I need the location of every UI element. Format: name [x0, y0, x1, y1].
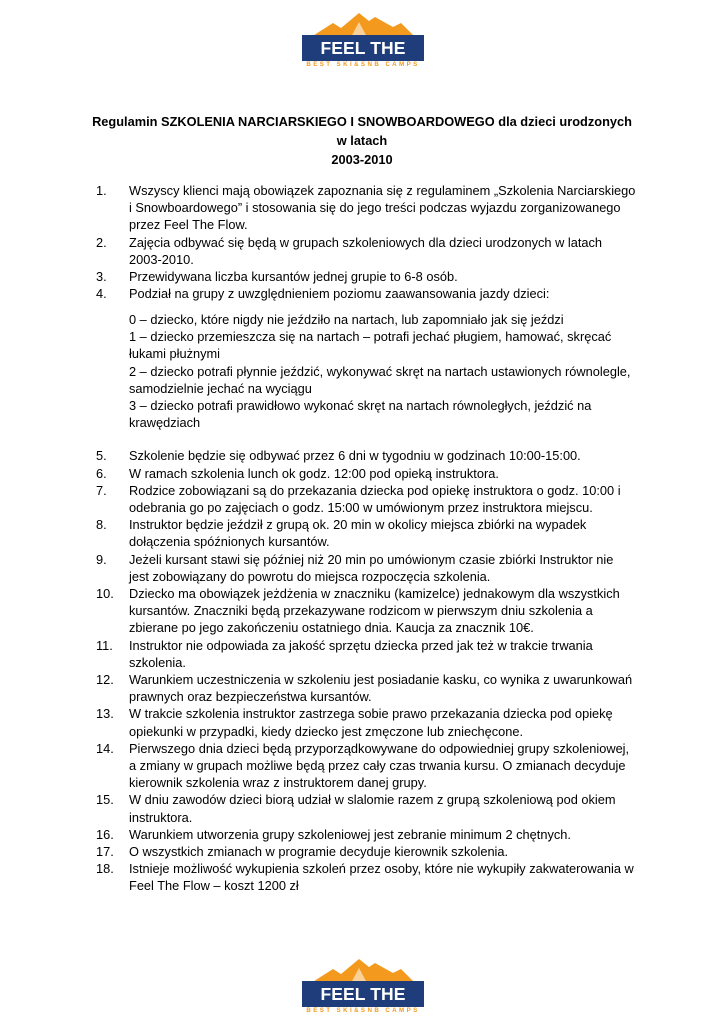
rule-number: 4.	[96, 286, 107, 302]
rule-text: Rodzice zobowiązani są do przekazania dziecka pod opiekę instruktora o godz. 10:00 i odebrania go po zajęciach o godz. 15:00 w umówionym przez instruktora miejscu.	[129, 482, 621, 515]
rules-list	[96, 182, 636, 895]
rule-item	[96, 285, 636, 431]
rule-item	[96, 182, 636, 234]
rule-item	[96, 482, 636, 516]
rule-number: 10.	[96, 585, 114, 601]
rule-number: 1.	[96, 183, 107, 198]
rule-number: 7.	[96, 482, 107, 498]
rule-text: Istnieje możliwość wykupienia szkoleń przez osoby, które nie wykupiły zakwaterowania w Feel The Flow – koszt 1200 zł	[129, 861, 634, 894]
rule-item	[96, 843, 636, 860]
rule-number: 14.	[96, 740, 114, 756]
rule-text: Instruktor nie odpowiada za jakość sprzętu dziecka przed jak też w trakcie trwania szkolenia.	[129, 637, 593, 670]
brand-logo	[302, 13, 424, 84]
rule-item	[96, 447, 636, 464]
rule-item	[96, 826, 636, 843]
rule-text: W ramach szkolenia lunch ok godz. 12:00 pod opieką instruktora.	[129, 465, 499, 481]
level-item: 1 – dziecko przemieszcza się na nartach – potrafi jechać pługiem, hamować, skręcać łukami płużnymi	[129, 329, 612, 362]
rule-number: 2.	[96, 234, 107, 250]
logo-tagline: BEST SKI&SNB CAMPS	[306, 61, 420, 68]
rule-number: 6.	[96, 465, 107, 481]
level-item: 0 – dziecko, które nigdy nie jeździło na nartach, lub zapomniało jak się jeździ	[129, 311, 564, 327]
rule-item	[96, 671, 636, 705]
rule-item	[96, 740, 636, 792]
rule-text: W dniu zawodów dzieci biorą udział w slalomie razem z grupą szkoleniową pod okiem instruktora.	[129, 792, 616, 825]
rule-item	[96, 860, 636, 894]
rule-item	[96, 234, 636, 268]
rule-number: 17.	[96, 844, 114, 860]
rule-text: Warunkiem utworzenia grupy szkoleniowej jest zebranie minimum 2 chętnych.	[129, 826, 571, 842]
rule-number: 9.	[96, 551, 107, 567]
rule-item	[96, 585, 636, 637]
title-line-2: 2003-2010	[331, 152, 393, 167]
rule-text: Instruktor będzie jeździł z grupą ok. 20 min w okolicy miejsca zbiórki na wypadek dołączenia spóźnionych kursantów.	[129, 517, 587, 550]
levels-list	[129, 311, 636, 431]
rule-item	[96, 268, 636, 285]
rule-text: Pierwszego dnia dzieci będą przyporządkowywane do odpowiedniej grupy szkoleniowej, a zmiany w grupach możliwe będą przez cały czas trwania kursu. O zmianach decyduje kierownik szkolenia wraz z instruktorem danej grupy.	[129, 740, 630, 791]
logo-tagline: BEST SKI&SNB CAMPS	[306, 1007, 420, 1014]
rule-text: Wszyscy klienci mają obowiązek zapoznania się z regulaminem „Szkolenia Narciarskiego i Snowboardowego” i stosowania się do jego treści podczas wyjazdu zorganizowanego przez Feel The Flow.	[129, 183, 636, 233]
level-item: 2 – dziecko potrafi płynnie jeździć, wykonywać skręt na nartach ustawionych równolegle, samodzielnie jechać na wyciągu	[129, 363, 631, 396]
rule-number: 18.	[96, 861, 114, 877]
rule-number: 15.	[96, 792, 114, 808]
rule-item	[96, 791, 636, 825]
brand-logo-footer	[302, 959, 424, 1030]
rule-text: Podział na grupy z uwzględnieniem poziomu zaawansowania jazdy dzieci:	[129, 286, 550, 302]
level-item: 3 – dziecko potrafi prawidłowo wykonać skręt na nartach równoległych, jeździć na krawędziach	[129, 397, 592, 431]
rule-item	[96, 705, 636, 739]
rule-text: Warunkiem uczestniczenia w szkoleniu jest posiadanie kasku, co wynika z uwarunkowań prawnych oraz bezpieczeństwa kursantów.	[129, 671, 633, 705]
title-line-1: Regulamin SZKOLENIA NARCIARSKIEGO I SNOWBOARDOWEGO dla dzieci urodzonych w latach	[92, 114, 632, 148]
logo-brand-text: FEEL THE FLOW	[320, 984, 406, 1030]
rule-text: Dziecko ma obowiązek jeżdżenia w znaczniku (kamizelce) jednakowym dla wszystkich kursantów. Znaczniki będą przekazywane rodzicom w pierwszym dniu szkolenia a zbierane po jego zakończeniu ostatniego dnia. Kaucja za znacznik 10€.	[129, 585, 620, 636]
rule-number: 16.	[96, 826, 114, 842]
mountain-icon	[311, 13, 415, 37]
rule-number: 3.	[96, 269, 107, 285]
mountain-icon	[311, 959, 415, 983]
rule-number: 8.	[96, 517, 107, 533]
rule-item	[96, 516, 636, 550]
logo-brand-text: FEEL THE FLOW	[320, 38, 406, 84]
document-title	[88, 112, 636, 169]
rule-number: 13.	[96, 706, 114, 722]
rule-text: Zajęcia odbywać się będą w grupach szkoleniowych dla dzieci urodzonych w latach 2003-2010.	[129, 234, 603, 267]
rule-item	[96, 551, 636, 585]
rule-number: 11.	[96, 637, 113, 653]
rule-number: 5.	[96, 448, 107, 464]
rule-item	[96, 465, 636, 482]
rule-number: 12.	[96, 671, 114, 687]
rule-text: Szkolenie będzie się odbywać przez 6 dni w tygodniu w godzinach 10:00-15:00.	[129, 448, 581, 464]
rule-text: Przewidywana liczba kursantów jednej grupie to 6-8 osób.	[129, 269, 458, 285]
rule-text: W trakcie szkolenia instruktor zastrzega sobie prawo przekazania dziecka pod opiekę opiekunki w przypadki, kiedy dziecko jest zmęczone lub zniechęcone.	[129, 706, 613, 739]
rule-text: Jeżeli kursant stawi się później niż 20 min po umówionym czasie zbiórki Instruktor nie jest zobowiązany do powrotu do miejsca rozpoczęcia szkolenia.	[129, 551, 614, 584]
rule-text: O wszystkich zmianach w programie decyduje kierownik szkolenia.	[129, 844, 509, 860]
rule-item	[96, 637, 636, 671]
